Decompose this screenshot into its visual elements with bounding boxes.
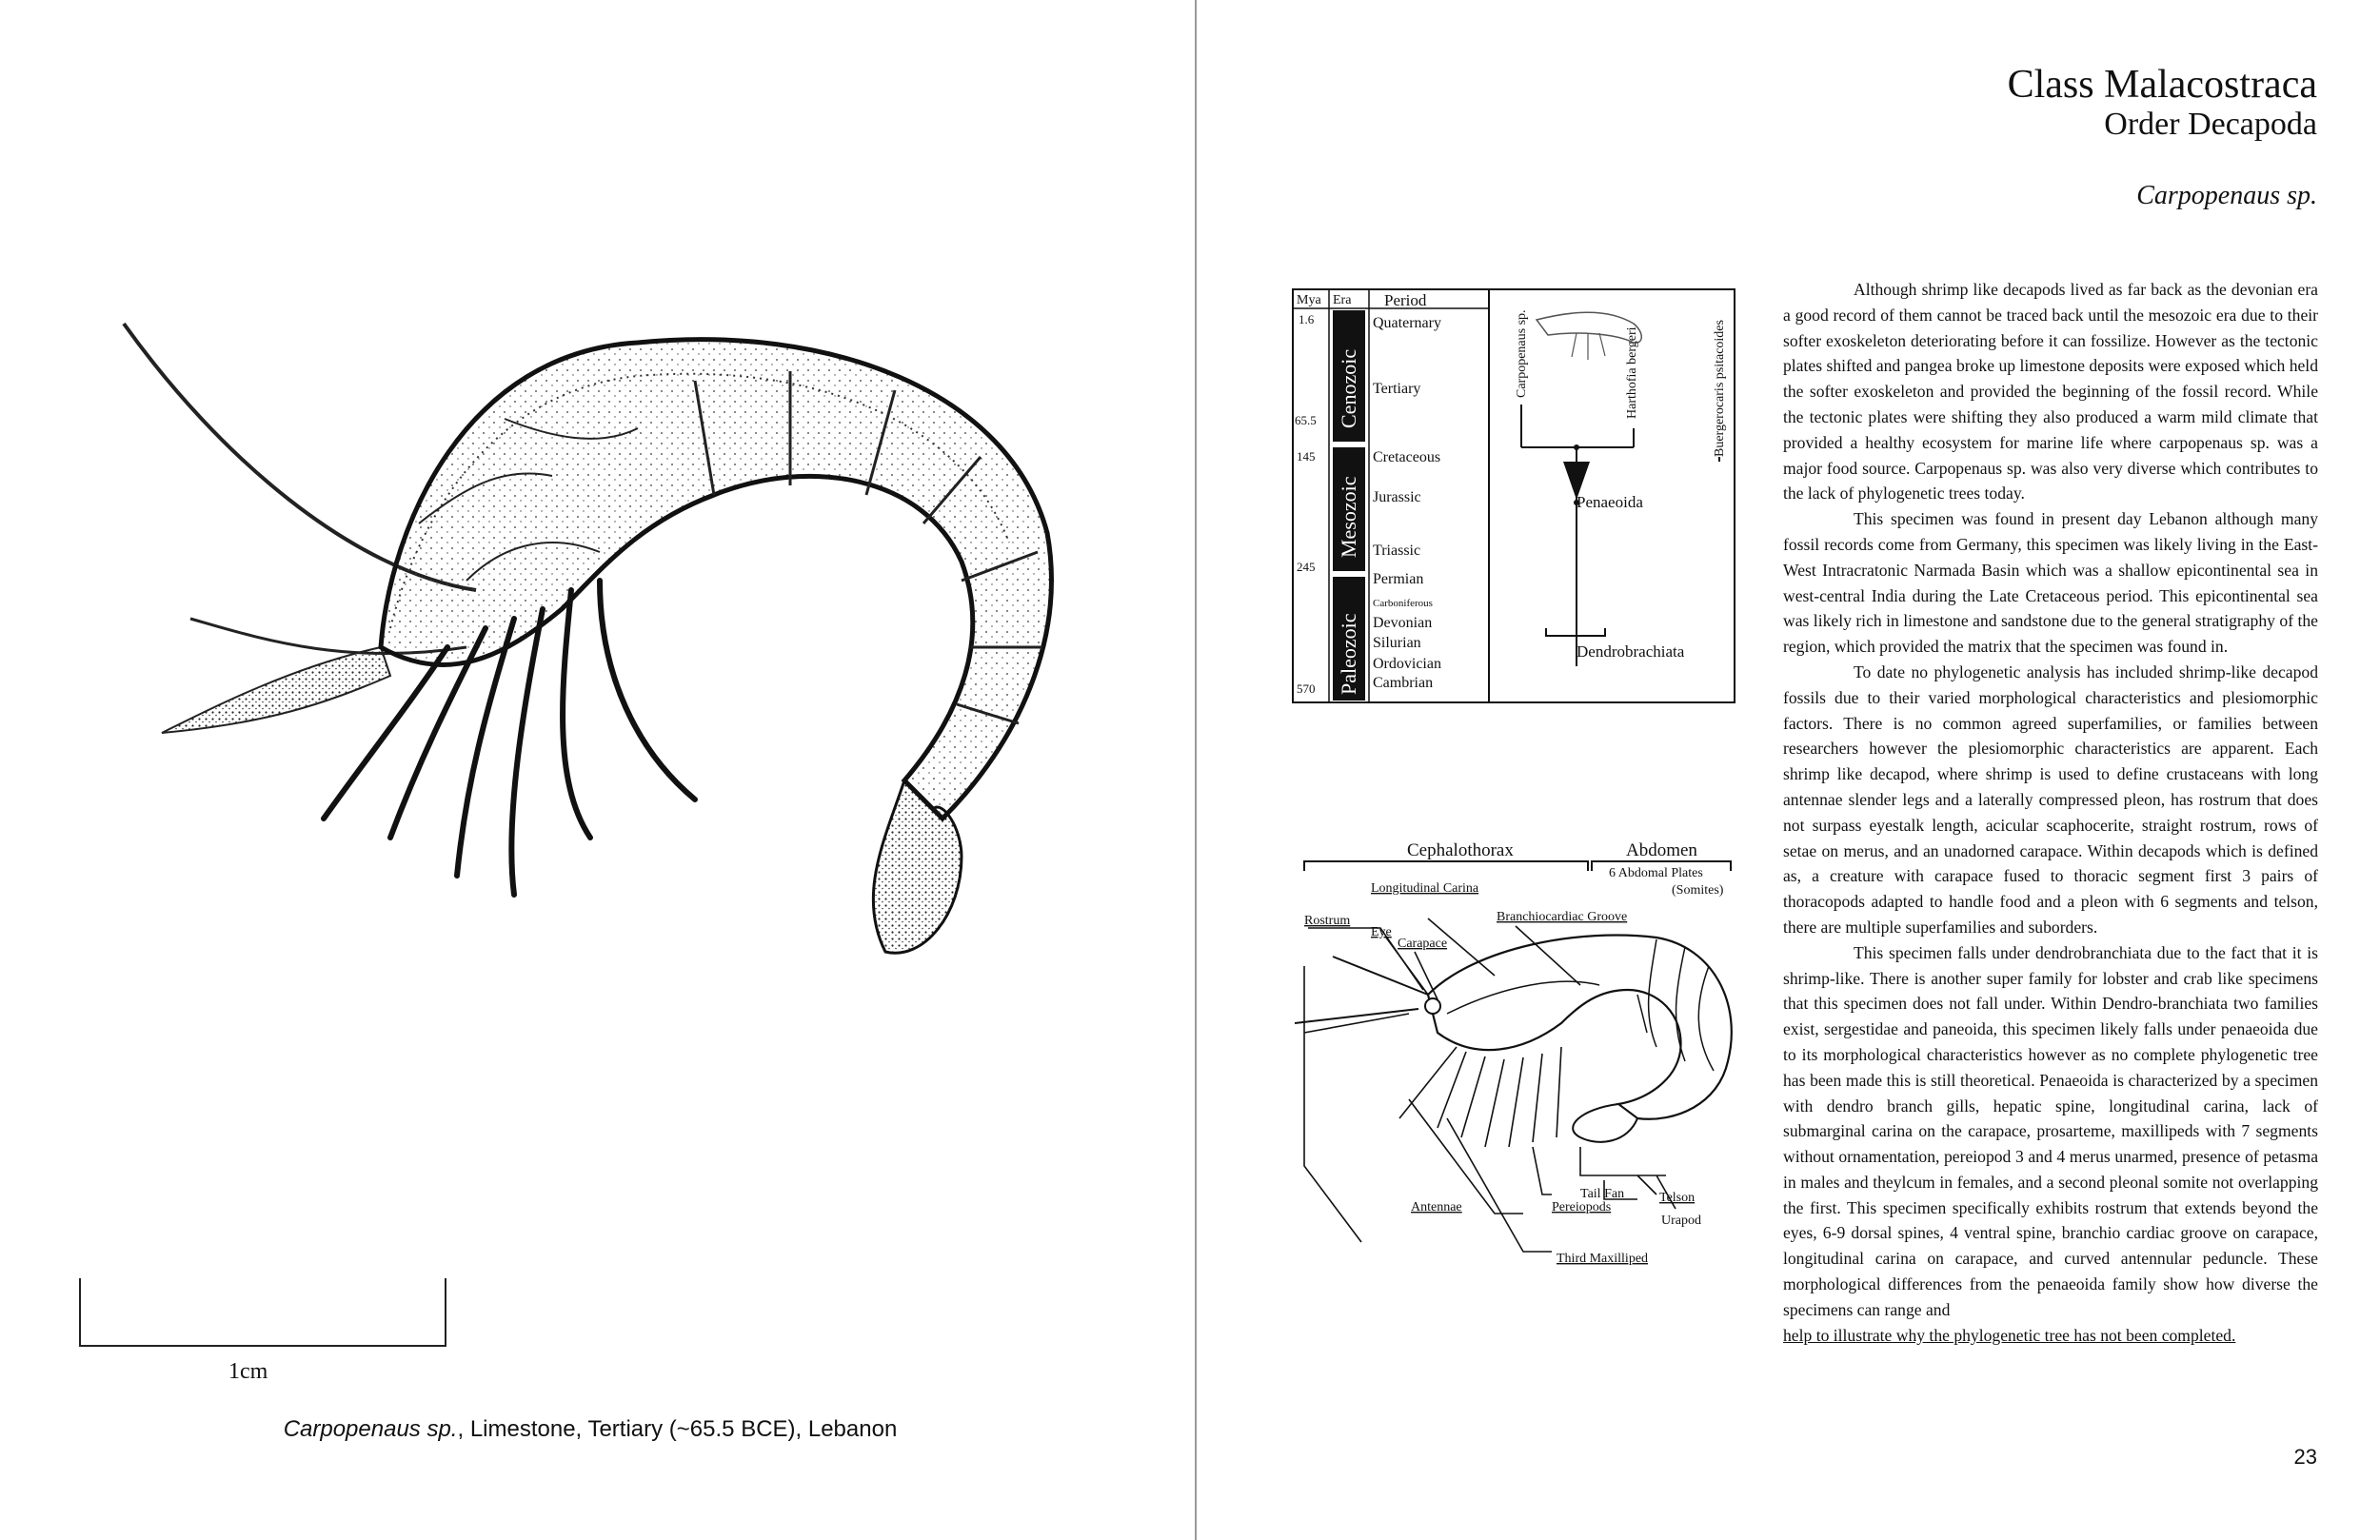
page-number: 23 bbox=[2293, 1445, 2317, 1469]
class-title: Class Malacostraca bbox=[2007, 63, 2317, 107]
col-period: Period bbox=[1384, 291, 1427, 309]
era-mesozoic: Mesozoic bbox=[1337, 476, 1360, 558]
label-abdomen: Abdomen bbox=[1626, 840, 1697, 860]
paragraph-3: To date no phylogenetic analysis has included shrimp-like decapod fossils due to their varied morphological characteristics and plesiomorphic factors. There is no common agreed superfamilies, or families between researchers however the plesiomorphic characteristics are apparent. Each shrimp like decapod, where shrimp is used to define crustaceans with long antennae slender legs and a laterally compressed pleon, has rostrum that does not surpass eyestalk length, acicular scaphocerite, straight rostrum, rows of setae on merus, and an unadorned carapace. Within decapods which is defined as, a creature with carapace fused to thoracic segment first 3 pairs of thoracopods adapted to handle food and a pleon with 6 segments and telson, there are multiple superfamilies and suborders. bbox=[1783, 661, 2318, 937]
label-third-maxilliped: Third Maxilliped bbox=[1557, 1252, 1649, 1266]
era-paleozoic: Paleozoic bbox=[1337, 613, 1360, 695]
fossil-illustration bbox=[105, 305, 1133, 990]
period-permian: Permian bbox=[1373, 571, 1424, 587]
period-tertiary: Tertiary bbox=[1373, 381, 1421, 397]
paragraph-1: Although shrimp like decapods lived as far back as the devonian era a good record of them cannot be traced back until the mesozoic era due to their softer exoskeleton deteriorating before it can fossilize. However as the tectonic plates shifted and pangea broke up limestone deposits were exposed which held the softer exoskeleton and provided the beginning of the fossil record. While the tectonic plates were shifting they also produced a warm mild climate that provided a healthy ecosystem for marine life where carpopenaus sp. was a major food source. Carpopenaus sp. was also very diverse which contributes to the lack of phylogenetic trees today. bbox=[1783, 280, 2318, 503]
paragraph-2: This specimen was found in present day Lebanon although many fossil records come from Germany, this specimen was likely living in the East-West Intracratonic Narmada Basin which was a shallow epicontinental sea in west-central India during the Late Cretaceous period. This epicontinental sea was likely rich in limestone and sandstone due to the general stratigraphy of the region, which provided the matrix that the specimen was found in. bbox=[1783, 509, 2318, 657]
figure-caption bbox=[0, 1416, 1180, 1443]
label-antennae: Antennae bbox=[1411, 1200, 1462, 1214]
label-rostrum: Rostrum bbox=[1304, 914, 1351, 928]
era-cenozoic: Cenozoic bbox=[1337, 348, 1360, 428]
mya-1-6: 1.6 bbox=[1299, 312, 1315, 326]
label-tail-fan: Tail Fan bbox=[1580, 1187, 1625, 1201]
taxon-carpopenaus: Carpopenaus sp. bbox=[1515, 309, 1529, 398]
period-carboniferous: Carboniferous bbox=[1373, 598, 1433, 609]
label-eye: Eye bbox=[1371, 925, 1392, 939]
paragraph-4: This specimen falls under dendrobranchiata due to the fact that it is shrimp-like. There is another super family for lobster and crab like specimens that this specimen does not fall under. Within Dendro-branchiata two families exist, sergestidae and paneoida, this specimen likely falls under penaeoida due to its morphological characteristics however as no complete phylogenetic tree has been made this is still theoretical. Penaeoida is characterized by a specimen with dendro branch gills, hepatic spine, longitudinal carina, lack of submarginal carina on the carapace, prosarteme, maxillipeds with 7 segments without ornamentation, pereiopod 3 and 4 merus unarmed, presence of petasma in males and theylcum in females, and a second pleonal somite not overlapping the first. This specimen specifically exhibits rostrum that extends beyond the eyes, 6-9 dorsal spines, 4 ventral spine, branchio cardiac groove on carapace, longitudinal carina on carapace, and curved antennular peduncle. These morphological differences from the penaeoida family show how diverse the specimens can range and bbox=[1783, 942, 2318, 1319]
body-text bbox=[1783, 277, 2318, 1348]
period-jurassic: Jurassic bbox=[1373, 489, 1421, 505]
caption-species: Carpopenaus sp. bbox=[283, 1416, 458, 1442]
label-telson: Telson bbox=[1659, 1191, 1696, 1205]
mya-65-5: 65.5 bbox=[1295, 413, 1317, 427]
period-quaternary: Quaternary bbox=[1373, 315, 1441, 331]
label-urapod: Urapod bbox=[1661, 1214, 1701, 1228]
scale-label: 1cm bbox=[228, 1359, 268, 1384]
taxon-harthofia: Harthofia bergeri bbox=[1625, 326, 1639, 419]
paragraph-closing-line: help to illustrate why the phylogenetic tree has not been completed. bbox=[1783, 1325, 2236, 1345]
mya-245: 245 bbox=[1297, 560, 1316, 574]
label-somites: (Somites) bbox=[1672, 883, 1724, 898]
label-branchiocardiac-groove: Branchiocardiac Groove bbox=[1497, 910, 1628, 924]
taxon-buergerocaris: Buergerocaris psitacoides bbox=[1713, 320, 1727, 457]
period-silurian: Silurian bbox=[1373, 635, 1421, 651]
col-era: Era bbox=[1333, 293, 1352, 307]
scale-bar bbox=[79, 1278, 446, 1347]
col-mya: Mya bbox=[1297, 293, 1321, 307]
label-pereiopods: Pereiopods bbox=[1552, 1200, 1612, 1214]
period-devonian: Devonian bbox=[1373, 615, 1433, 631]
caption-details: , Limestone, Tertiary (~65.5 BCE), Lebanon bbox=[457, 1416, 898, 1442]
mya-145: 145 bbox=[1297, 449, 1316, 464]
node-penaeoida: Penaeoida bbox=[1577, 493, 1643, 511]
label-carapace: Carapace bbox=[1398, 937, 1448, 951]
geologic-timeline-figure bbox=[1291, 286, 1738, 704]
label-longitudinal-carina: Longitudinal Carina bbox=[1371, 881, 1479, 896]
species-title: Carpopenaus sp. bbox=[2136, 181, 2317, 210]
order-title: Order Decapoda bbox=[2104, 107, 2317, 142]
anatomy-diagram bbox=[1295, 833, 1742, 1280]
period-triassic: Triassic bbox=[1373, 543, 1421, 559]
node-dendrobrachiata: Dendrobrachiata bbox=[1577, 642, 1685, 661]
page-gutter bbox=[1195, 0, 1197, 1540]
period-cambrian: Cambrian bbox=[1373, 675, 1434, 691]
label-abdomal-plates: 6 Abdomal Plates bbox=[1609, 866, 1703, 880]
label-cephalothorax: Cephalothorax bbox=[1407, 840, 1514, 860]
period-cretaceous: Cretaceous bbox=[1373, 449, 1441, 465]
mya-570: 570 bbox=[1297, 681, 1316, 696]
period-ordovician: Ordovician bbox=[1373, 656, 1441, 672]
